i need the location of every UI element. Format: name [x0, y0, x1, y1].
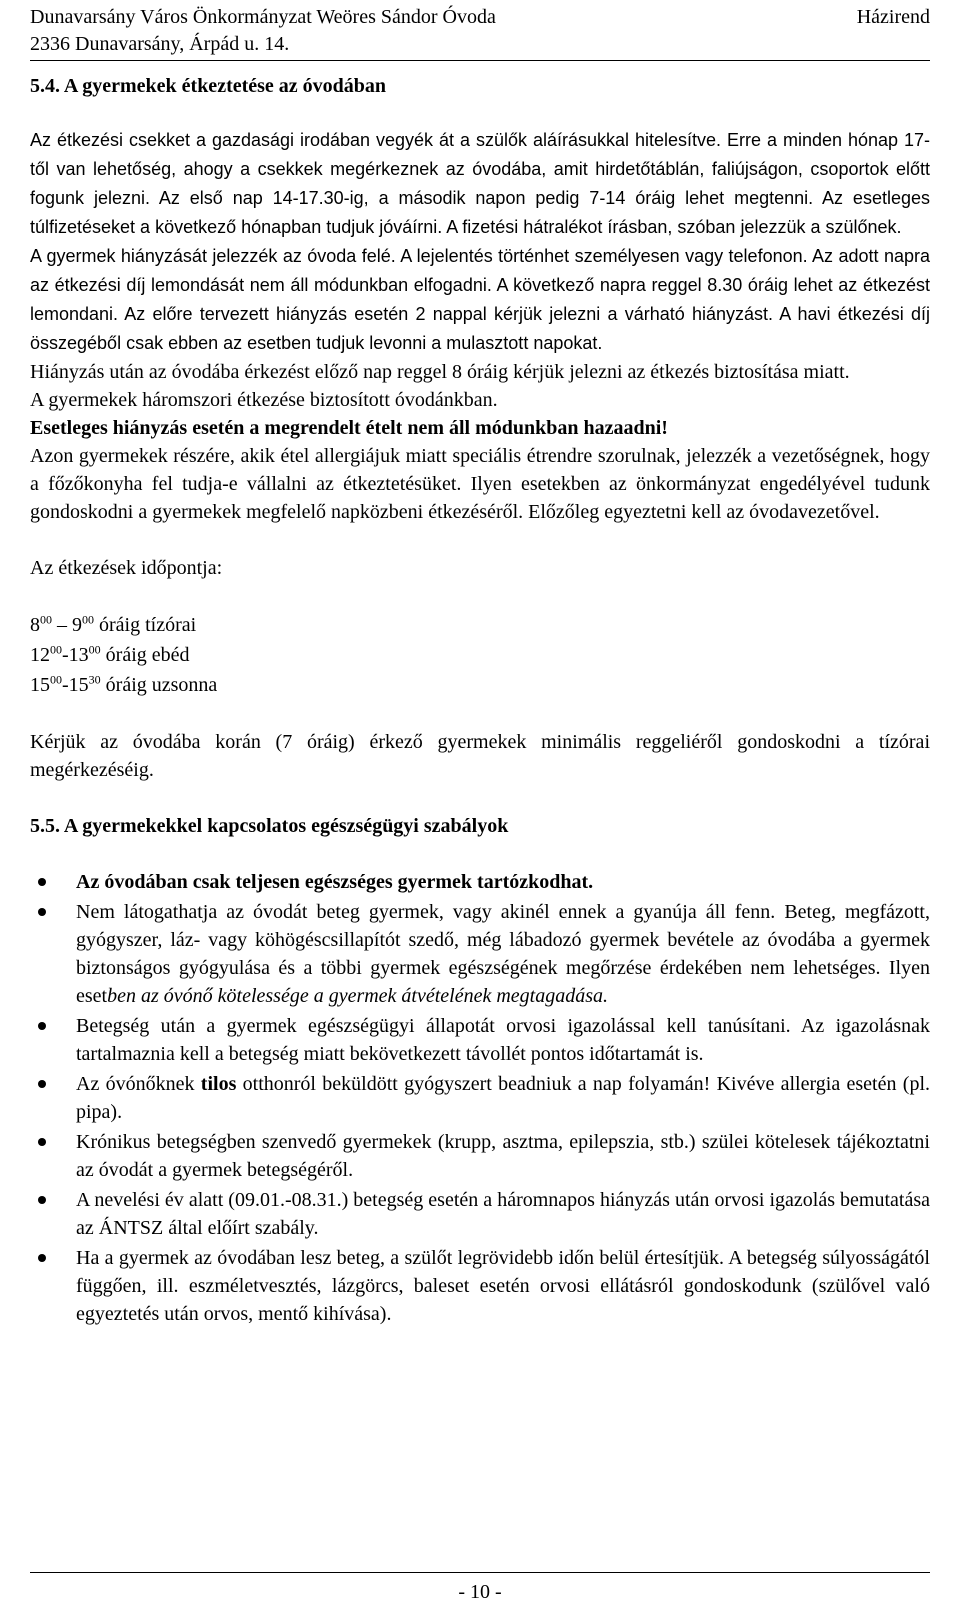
header-institution: Dunavarsány Város Önkormányzat Weöres Sándor Óvoda — [30, 6, 496, 28]
checks-and-absence-block — [30, 126, 930, 358]
bullet-icon — [38, 1138, 46, 1146]
bullet-icon — [38, 908, 46, 916]
meal-time-item: $8^{00} - 9^{00}$ óráig tízórai — [30, 612, 197, 636]
list-item: A nevelési év alatt (09.01.-08.31.) betegség esetén a háromnapos hiányzás után orvosi igazolás bemutatása az ÁNTSZ által előírt szabály. — [30, 1186, 930, 1242]
page-header — [30, 4, 930, 61]
paragraph-breakfast: Kérjük az óvodába korán (7 óráig) érkező gyermekek minimális reggeliéről gondoskodni a tízórai megérkezéséig. — [30, 731, 930, 781]
section-heading-5-5: 5.5. A gyermekekkel kapcsolatos egészségügyi szabályok — [30, 815, 509, 837]
meal-time-item: $15^{00}-15^{30}$ óráig uzsonna — [30, 672, 218, 696]
list-item: Ha a gyermek az óvodában lesz beteg, a szülőt legrövidebb időn belül értesítjük. A betegség súlyosságától függően, ill. eszméletvesztés, lázgörcs, baleset esetén orvosi ellátásról gondoskodunk (szülővel való egyeztetés után orvos, mentő kihívása). — [30, 1244, 930, 1328]
header-address: 2336 Dunavarsány, Árpád u. 14. — [30, 33, 290, 55]
bullet-icon — [38, 878, 46, 886]
header-doc-title: Házirend — [856, 6, 930, 28]
health-rules-list — [30, 868, 930, 1328]
paragraph-absence: A gyermek hiányzását jelezzék az óvoda felé. A lejelentés történhet személyesen vagy telefonon. Az adott napra az étkezési díj lemondását nem áll módunkban elfogadni. A következő napra reggel 8.30 óráig lehet az étkezést lemondani. Az előre tervezett hiányzás esetén 2 nappal kérjük jelezni a várható hiányzást. A havi étkezési díj összegéből csak ebben az esetben tudjuk levonni a mulasztott napokat. — [30, 246, 930, 353]
meal-times-title: Az étkezések időpontja: — [30, 557, 223, 579]
paragraph-no-takeaway: Esetleges hiányzás esetén a megrendelt ételt nem áll módunkban hazaadni! — [30, 417, 668, 439]
list-item: Az óvónőknek tilos otthonról beküldött gyógyszert beadniuk a nap folyamán! Kivéve allergia esetén (pl. pipa). — [30, 1070, 930, 1126]
page-content — [30, 72, 930, 1330]
paragraph-checks: Az étkezési csekket a gazdasági irodában vegyék át a szülők aláírásukkal hitelesítve. Erre a minden hónap 17-től van lehetőség, ahogy a csekkek megérkeznek az óvodába, amit hirdetőtáblán, faliújságon, csoportok előtt fogunk jelezni. Az első nap 14-17.30-ig, a második napon pedig 7-14 óráig lehet megtenni. Az esetleges túlfizetéseket a következő hónapban tudjuk jóváírni. A fizetési hátralékot írásban, szóban jelezzük a szülőnek. — [30, 130, 930, 237]
paragraph-absence-notice: Hiányzás után az óvodába érkezést előző nap reggel 8 óráig kérjük jelezni az étkezés biztosítása miatt. — [30, 361, 850, 383]
section-heading-5-4: 5.4. A gyermekek étkeztetése az óvodában — [30, 75, 387, 97]
list-item: Az óvodában csak teljesen egészséges gyermek tartózkodhat. — [30, 868, 930, 896]
bullet-icon — [38, 1196, 46, 1204]
bullet-icon — [38, 1080, 46, 1088]
list-item: Krónikus betegségben szenvedő gyermekek (krupp, asztma, epilepszia, stb.) szülei kötelesek tájékoztatni az óvodát a gyermek betegségéről. — [30, 1128, 930, 1184]
bullet-icon — [38, 1254, 46, 1262]
list-item: Betegség után a gyermek egészségügyi állapotát orvosi igazolással kell tanúsítani. Az igazolásnak tartalmaznia kell a betegség miatt bekövetkezett távollét pontos időtartamát is. — [30, 1012, 930, 1068]
page-number: - 10 - — [458, 1581, 502, 1603]
footer-rule — [30, 1572, 930, 1573]
meal-times-list — [30, 610, 930, 700]
bullet-icon — [38, 1022, 46, 1030]
meal-time-item: $12^{00}-13^{00}$ óráig ebéd — [30, 642, 190, 666]
paragraph-three-meals: A gyermekek háromszori étkezése biztosított óvodánkban. — [30, 389, 498, 411]
list-item: Nem látogathatja az óvodát beteg gyermek, vagy akinél ennek a gyanúja áll fenn. Beteg, megfázott, gyógyszer, láz- vagy köhögéscsillapítót szedő, még lábadozó gyermek bevétele az óvodába a gyermek biztonságos gyógyulása és a többi gyermek egészségének megőrzése érdekében nem lehetséges. Ilyen esetben az óvónő kötelessége a gyermek átvételének megtagadása. — [30, 898, 930, 1010]
paragraph-allergy: Azon gyermekek részére, akik étel allergiájuk miatt speciális étrendre szorulnak, jelezzék a vezetőségnek, hogy a főzőkonyha fel tudja-e vállalni az étkeztetésüket. Ilyen esetekben az önkormányzat engedélyével tudunk gondoskodni a gyermekek megfelelő napközbeni étkezéséről. Előzőleg egyeztetni kell az óvodavezetővel. — [30, 445, 930, 523]
